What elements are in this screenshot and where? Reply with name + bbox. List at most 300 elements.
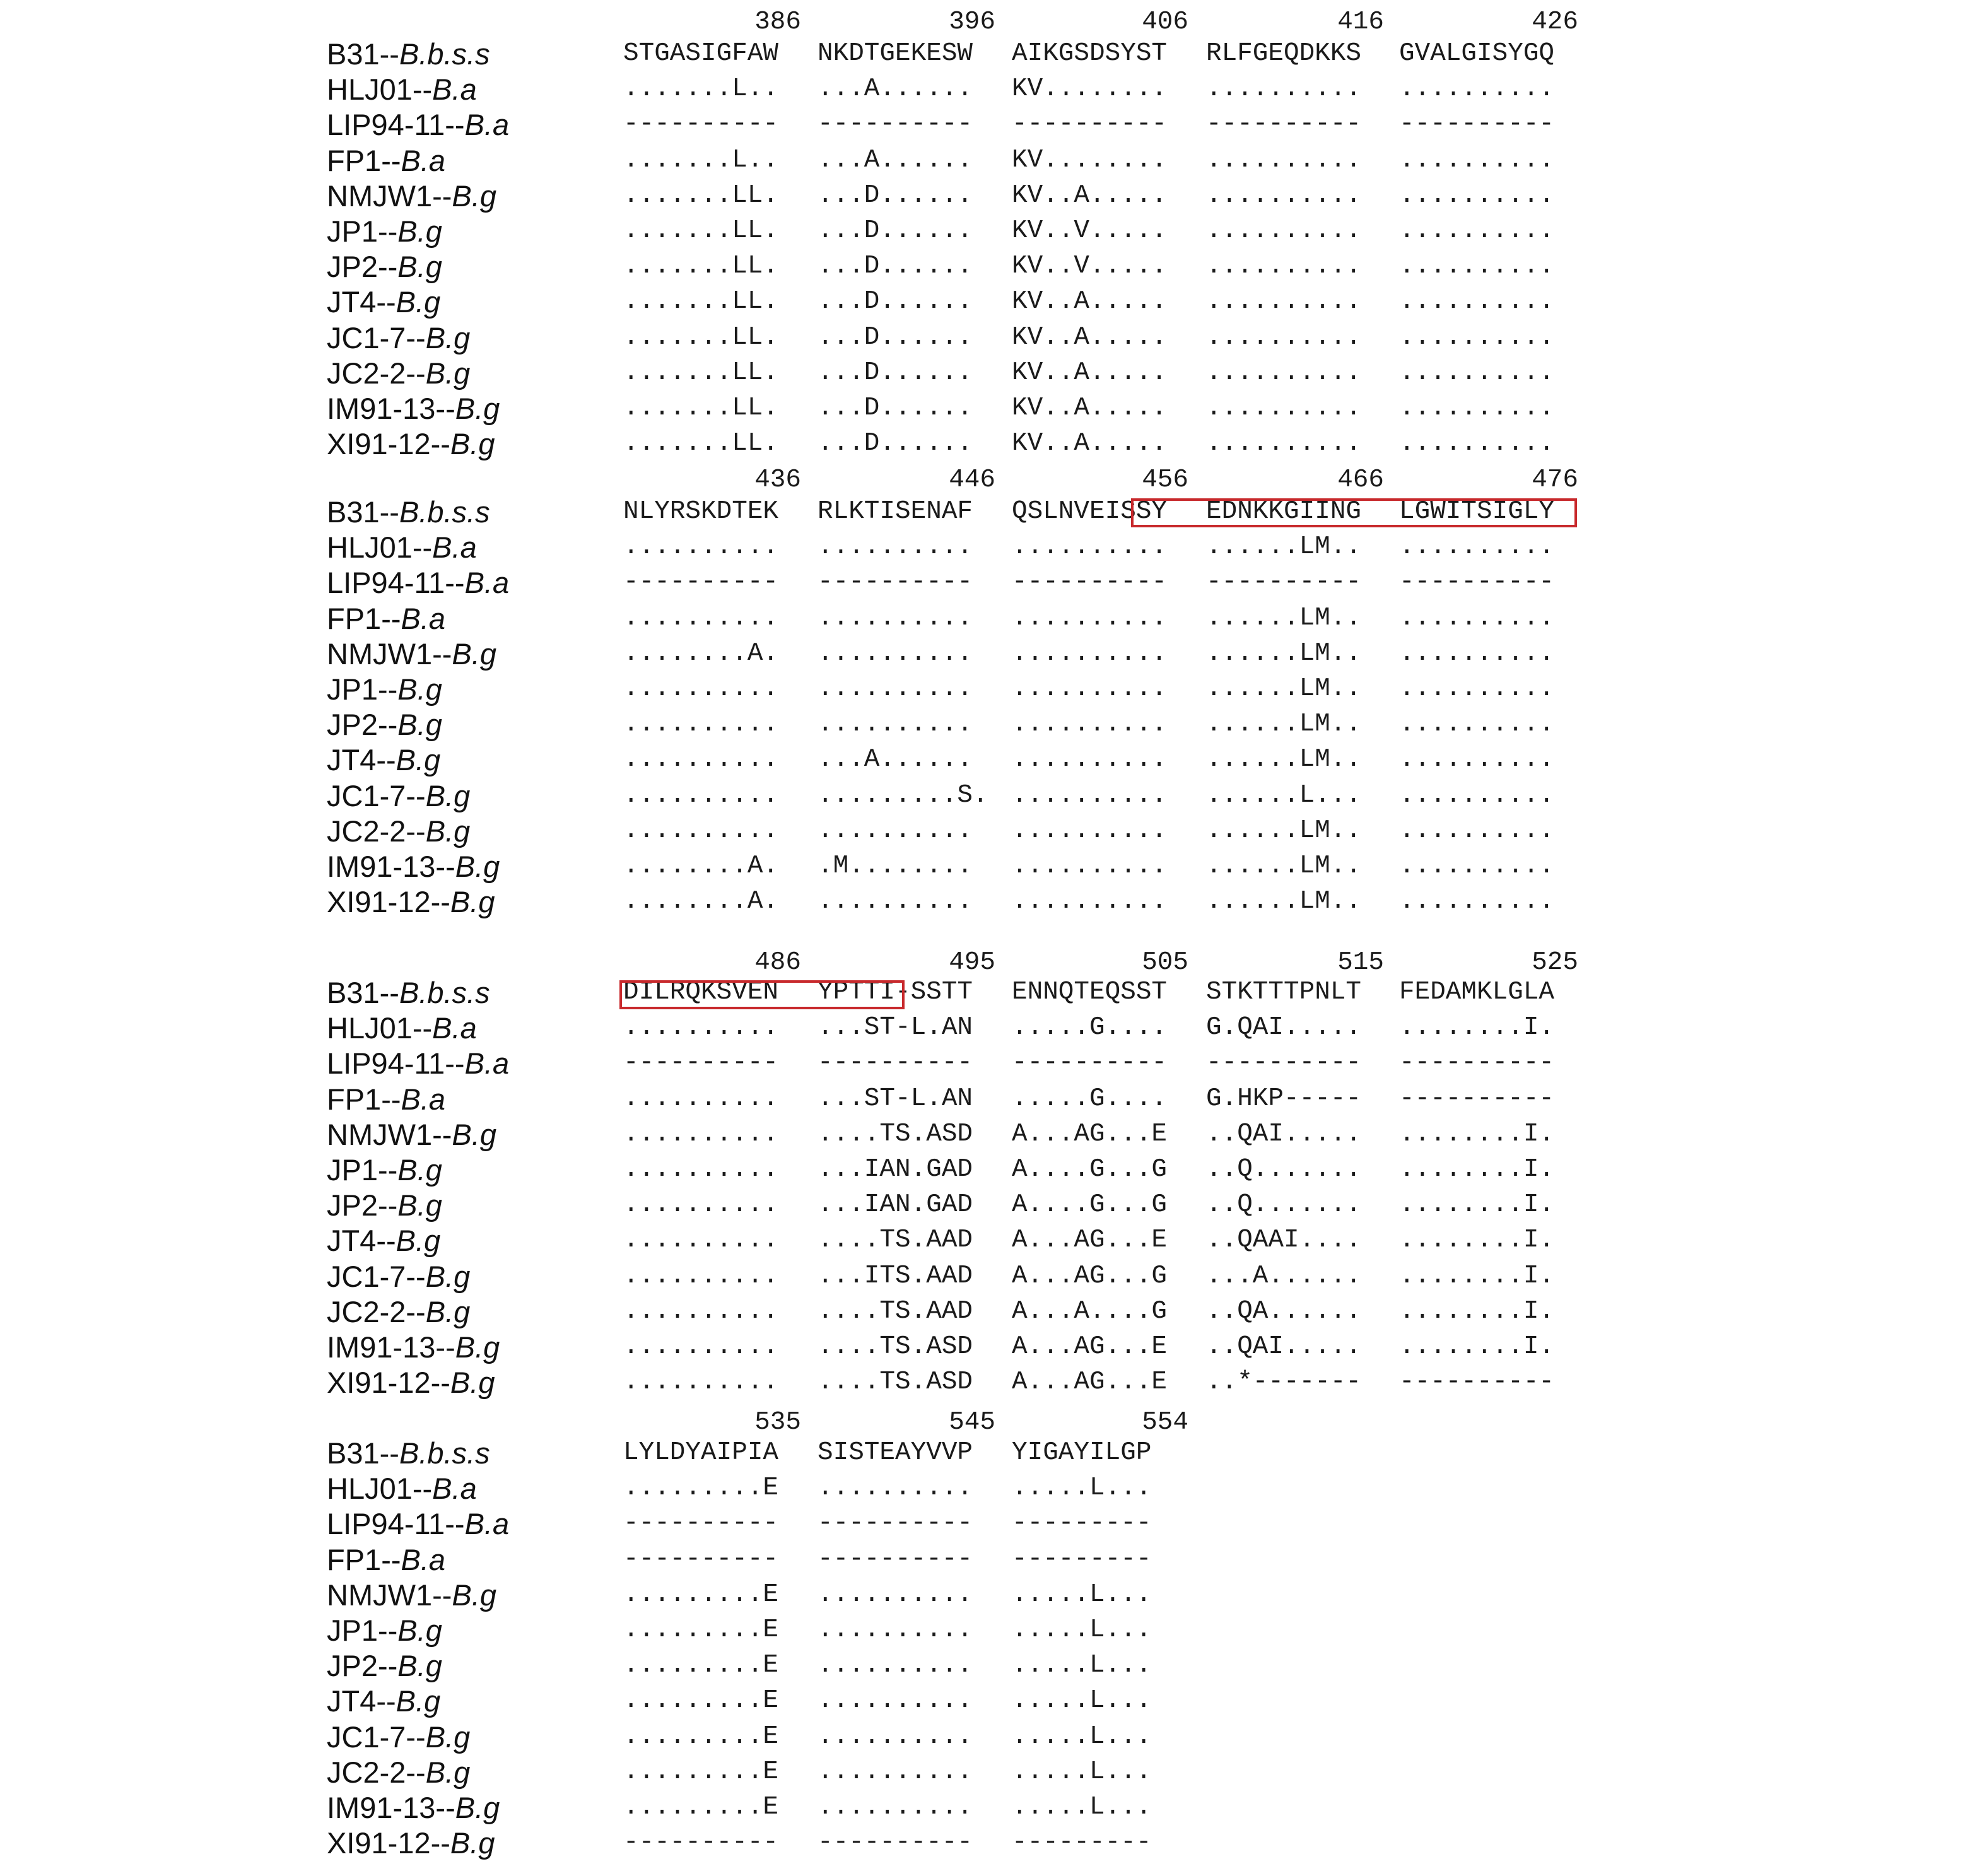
species-abbrev: B.g (397, 1153, 442, 1187)
sequence-segment: ...D...... (818, 252, 973, 281)
strain-label (327, 707, 442, 742)
strain-name: JT4-- (327, 1224, 396, 1258)
sequence-row (0, 1259, 1987, 1294)
sequence-row (0, 1436, 1987, 1471)
species-abbrev: B.g (455, 1330, 500, 1364)
strain-name: LIP94-11-- (327, 1507, 465, 1541)
sequence-segment: ---------- (1399, 568, 1555, 597)
species-abbrev: B.g (397, 1614, 442, 1647)
sequence-segment: QSLNVEISSY (1012, 497, 1168, 526)
sequence-segment: .......... (623, 1155, 779, 1184)
sequence-row (0, 1506, 1987, 1542)
sequence-segment: .......... (1206, 252, 1362, 281)
strain-name: NMJW1-- (327, 636, 452, 671)
sequence-segment: .......... (1399, 429, 1555, 459)
species-abbrev: B.g (397, 250, 442, 284)
sequence-segment: ENNQTEQSST (1012, 978, 1168, 1007)
highlight-box (1131, 498, 1577, 527)
sequence-segment: A....G...G (1012, 1155, 1168, 1184)
strain-label (327, 1684, 440, 1718)
sequence-segment: .......... (1206, 358, 1362, 387)
strain-label (327, 1188, 442, 1222)
strain-label (327, 1436, 490, 1470)
sequence-row (0, 107, 1987, 143)
sequence-segment: ...D...... (818, 394, 973, 423)
sequence-segment: .........E (623, 1793, 779, 1822)
species-abbrev: B.a (464, 566, 510, 600)
strain-label (327, 672, 442, 706)
species-abbrev: B.g (397, 1188, 442, 1222)
sequence-segment: .......... (818, 1793, 973, 1822)
sequence-segment: A...AG...E (1012, 1226, 1168, 1255)
sequence-segment: .......LL. (623, 180, 779, 210)
sequence-segment: .......L.. (623, 145, 779, 175)
sequence-segment: .......LL. (623, 394, 779, 423)
sequence-segment: ---------- (818, 568, 973, 597)
sequence-segment: .......... (1012, 780, 1168, 810)
sequence-row (0, 849, 1987, 884)
sequence-segment: .......... (1012, 603, 1168, 633)
sequence-segment: .......LL. (623, 287, 779, 317)
strain-label (327, 636, 496, 671)
sequence-segment: .......... (1012, 638, 1168, 668)
sequence-segment: .......... (1399, 358, 1555, 387)
sequence-segment: .......... (1399, 816, 1555, 845)
sequence-segment: A...AG...E (1012, 1332, 1168, 1361)
sequence-segment: .......... (623, 1190, 779, 1220)
sequence-segment: .......... (818, 674, 973, 703)
sequence-segment: ...ST-L.AN (818, 1084, 973, 1113)
sequence-segment: .......... (1206, 429, 1362, 459)
species-abbrev: B.g (455, 850, 500, 883)
sequence-segment: KV..A..... (1012, 180, 1168, 210)
sequence-segment: SISTEAYVVP (818, 1438, 973, 1467)
strain-name: JC1-7-- (327, 1259, 426, 1293)
species-abbrev: B.g (450, 1366, 495, 1400)
sequence-segment: STGASIGFAW (623, 39, 779, 68)
sequence-segment: ---------- (623, 1509, 779, 1539)
strain-label (327, 814, 470, 848)
species-abbrev: B.g (425, 1259, 471, 1293)
sequence-segment: .......... (1012, 710, 1168, 739)
sequence-segment: ...D...... (818, 322, 973, 352)
strain-name: JP2-- (327, 1188, 398, 1222)
strain-label (327, 742, 440, 777)
sequence-segment: KV..A..... (1012, 358, 1168, 387)
sequence-segment: .........E (623, 1474, 779, 1503)
sequence-segment: ...D...... (818, 180, 973, 210)
species-abbrev: B.g (425, 814, 471, 848)
sequence-row (0, 1365, 1987, 1400)
position-number: 466 (1337, 466, 1384, 495)
strain-name: JP1-- (327, 1614, 398, 1647)
sequence-segment: .......... (1399, 394, 1555, 423)
sequence-segment: .M........ (818, 852, 973, 881)
species-abbrev: B.g (455, 1791, 500, 1824)
strain-label (327, 1330, 500, 1364)
sequence-segment: .......L.. (623, 74, 779, 104)
strain-name: B31-- (327, 976, 399, 1009)
sequence-segment: .......... (623, 816, 779, 845)
sequence-segment: ...IAN.GAD (818, 1155, 973, 1184)
sequence-segment: .......... (1399, 252, 1555, 281)
sequence-segment: .......... (818, 1721, 973, 1751)
strain-name: JP1-- (327, 672, 398, 706)
sequence-row (0, 1542, 1987, 1578)
strain-label (327, 107, 509, 142)
strain-label (327, 179, 496, 213)
sequence-segment: FEDAMKLGLA (1399, 978, 1555, 1007)
sequence-row (0, 1720, 1987, 1755)
sequence-segment: A...AG...E (1012, 1119, 1168, 1149)
position-number: 476 (1532, 466, 1578, 495)
species-abbrev: B.g (425, 778, 471, 812)
species-abbrev: B.b.s.s (399, 37, 490, 71)
species-abbrev: B.a (432, 73, 477, 107)
sequence-segment: --------- (1012, 1509, 1152, 1539)
sequence-segment: .......... (818, 1686, 973, 1716)
strain-name: IM91-13-- (327, 850, 455, 883)
strain-name: JC2-2-- (327, 356, 426, 390)
strain-label (327, 426, 495, 461)
species-abbrev: B.b.s.s (399, 976, 490, 1009)
sequence-segment: .........E (623, 1757, 779, 1786)
sequence-row (0, 214, 1987, 249)
sequence-segment: .......... (818, 816, 973, 845)
species-abbrev: B.g (396, 1224, 441, 1258)
strain-label (327, 778, 470, 813)
species-abbrev: B.g (425, 1755, 471, 1789)
sequence-segment: ---------- (1206, 1048, 1362, 1078)
sequence-segment: .......... (1399, 322, 1555, 352)
sequence-segment: .......... (818, 532, 973, 562)
sequence-segment: ........I. (1399, 1261, 1555, 1291)
sequence-segment: ---------- (623, 1544, 779, 1574)
strain-label (327, 1082, 445, 1117)
strain-label (327, 1011, 477, 1045)
position-number: 505 (1142, 948, 1188, 977)
species-abbrev: B.a (432, 531, 477, 565)
sequence-segment: KV..A..... (1012, 287, 1168, 317)
strain-name: B31-- (327, 1436, 399, 1470)
sequence-segment: .....L... (1012, 1686, 1152, 1716)
sequence-segment: ......L... (1206, 780, 1362, 810)
sequence-segment: ---------- (1399, 1084, 1555, 1113)
sequence-segment: ........I. (1399, 1296, 1555, 1326)
strain-label (327, 214, 442, 249)
position-number: 525 (1532, 948, 1578, 977)
sequence-segment: ........A. (623, 638, 779, 668)
sequence-segment: GVALGISYGQ (1399, 39, 1555, 68)
sequence-segment: ...A...... (818, 145, 973, 175)
species-abbrev: B.a (401, 1082, 446, 1116)
species-abbrev: B.g (397, 672, 442, 706)
sequence-row (0, 884, 1987, 920)
sequence-segment: .......... (1012, 852, 1168, 881)
sequence-segment: .........E (623, 1580, 779, 1609)
sequence-segment: ........I. (1399, 1013, 1555, 1043)
sequence-segment: KV..A..... (1012, 429, 1168, 459)
strain-label (327, 601, 445, 636)
strain-label (327, 530, 477, 565)
sequence-segment: KV..A..... (1012, 322, 1168, 352)
sequence-segment: .......LL. (623, 322, 779, 352)
position-number: 436 (754, 466, 801, 495)
sequence-segment: .......... (1399, 74, 1555, 104)
species-abbrev: B.g (425, 356, 471, 390)
strain-name: XI91-12-- (327, 1826, 450, 1860)
sequence-row (0, 356, 1987, 391)
strain-label (327, 249, 442, 284)
sequence-segment: ......LM.. (1206, 816, 1362, 845)
strain-label (327, 1578, 496, 1612)
strain-name: JT4-- (327, 1684, 396, 1718)
species-abbrev: B.g (396, 1684, 441, 1718)
sequence-segment: ---------- (1012, 1048, 1168, 1078)
strain-name: HLJ01-- (327, 73, 433, 107)
sequence-segment: .......... (623, 745, 779, 775)
sequence-segment: .......... (1206, 287, 1362, 317)
strain-label (327, 884, 495, 919)
position-number: 456 (1142, 466, 1188, 495)
strain-label (327, 1720, 470, 1754)
sequence-segment: .......LL. (623, 429, 779, 459)
sequence-segment: ---------- (818, 1509, 973, 1539)
position-number: 426 (1532, 8, 1578, 37)
sequence-segment: .....L... (1012, 1651, 1152, 1680)
sequence-segment: .......... (818, 1474, 973, 1503)
sequence-row (0, 320, 1987, 356)
position-number-row (0, 1408, 1987, 1439)
sequence-row (0, 814, 1987, 849)
sequence-segment: ....TS.AAD (818, 1296, 973, 1326)
sequence-segment: ---------- (1012, 568, 1168, 597)
sequence-segment: ---------- (623, 568, 779, 597)
strain-name: JC2-2-- (327, 1294, 426, 1328)
strain-label (327, 1542, 445, 1577)
species-abbrev: B.g (425, 1294, 471, 1328)
position-number: 495 (949, 948, 995, 977)
sequence-segment: ---------- (818, 110, 973, 139)
sequence-segment: ---------- (1399, 1368, 1555, 1397)
sequence-row (0, 391, 1987, 426)
species-abbrev: B.g (450, 1826, 495, 1860)
strain-name: JP2-- (327, 708, 398, 742)
sequence-segment: .......... (623, 1119, 779, 1149)
sequence-segment: --------- (1012, 1544, 1152, 1574)
sequence-segment: .......... (1399, 145, 1555, 175)
sequence-row (0, 1294, 1987, 1330)
sequence-segment: .......... (623, 1296, 779, 1326)
sequence-row (0, 1152, 1987, 1188)
sequence-row (0, 707, 1987, 742)
sequence-row (0, 284, 1987, 320)
sequence-segment: .......... (818, 1615, 973, 1644)
strain-name: JP2-- (327, 250, 398, 284)
sequence-segment: .......... (1206, 216, 1362, 245)
sequence-segment: ........A. (623, 887, 779, 917)
strain-label (327, 1506, 509, 1541)
sequence-row (0, 1082, 1987, 1117)
sequence-segment: .......... (1012, 745, 1168, 775)
sequence-segment: G.QAI..... (1206, 1013, 1362, 1043)
sequence-segment: DILRQKSVEN (623, 978, 779, 1007)
sequence-segment: .......LL. (623, 216, 779, 245)
sequence-segment: .......... (818, 710, 973, 739)
species-abbrev: B.g (455, 392, 500, 425)
sequence-segment: .......... (1399, 603, 1555, 633)
sequence-segment: ..QAAI.... (1206, 1226, 1362, 1255)
strain-name: LIP94-11-- (327, 108, 465, 142)
strain-label (327, 391, 500, 426)
sequence-segment: ......LM.. (1206, 887, 1362, 917)
sequence-segment: .......LL. (623, 252, 779, 281)
strain-name: XI91-12-- (327, 427, 450, 461)
sequence-segment: ....TS.ASD (818, 1368, 973, 1397)
sequence-segment: LYLDYAIPIA (623, 1438, 779, 1467)
position-number: 416 (1337, 8, 1384, 37)
sequence-segment: NLYRSKDTEK (623, 497, 779, 526)
sequence-segment: .......... (623, 1368, 779, 1397)
sequence-row (0, 1684, 1987, 1719)
species-abbrev: B.a (401, 1542, 446, 1576)
strain-label (327, 1223, 440, 1258)
sequence-segment: G.HKP----- (1206, 1084, 1362, 1113)
strain-name: FP1-- (327, 143, 401, 177)
sequence-segment: ---------- (1012, 110, 1168, 139)
position-number: 386 (754, 8, 801, 37)
sequence-segment: NKDTGEKESW (818, 39, 973, 68)
sequence-segment: A...AG...E (1012, 1368, 1168, 1397)
sequence-segment: EDNKKGIING (1206, 497, 1362, 526)
sequence-segment: .......... (623, 674, 779, 703)
sequence-segment: .......... (623, 710, 779, 739)
strain-label (327, 284, 440, 319)
sequence-segment: ....TS.ASD (818, 1332, 973, 1361)
sequence-segment: ..Q....... (1206, 1155, 1362, 1184)
sequence-segment: ......LM.. (1206, 710, 1362, 739)
sequence-segment: KV........ (1012, 74, 1168, 104)
sequence-segment: ..QAI..... (1206, 1119, 1362, 1149)
strain-name: IM91-13-- (327, 392, 455, 425)
position-number: 396 (949, 8, 995, 37)
species-abbrev: B.g (452, 1117, 496, 1151)
sequence-segment: LGWITSIGLY (1399, 497, 1555, 526)
strain-name: IM91-13-- (327, 1330, 455, 1364)
sequence-segment: .......... (818, 887, 973, 917)
species-abbrev: B.g (452, 636, 496, 671)
sequence-segment: ...A...... (818, 745, 973, 775)
sequence-segment: .......... (1012, 816, 1168, 845)
strain-label (327, 1826, 495, 1860)
strain-name: JT4-- (327, 743, 396, 777)
sequence-row (0, 565, 1987, 601)
sequence-segment: .........E (623, 1721, 779, 1751)
sequence-segment: .......... (623, 1261, 779, 1291)
sequence-row (0, 1011, 1987, 1046)
species-abbrev: B.g (452, 1578, 496, 1612)
sequence-segment: .......... (1012, 532, 1168, 562)
sequence-segment: .......... (1206, 394, 1362, 423)
sequence-segment: ........A. (623, 852, 779, 881)
sequence-segment: ---------- (818, 1048, 973, 1078)
position-number: 446 (949, 466, 995, 495)
species-abbrev: B.g (397, 214, 442, 248)
strain-name: JC1-7-- (327, 1720, 426, 1754)
strain-label (327, 1152, 442, 1187)
sequence-segment: .......... (818, 1651, 973, 1680)
sequence-segment: ---------- (1399, 110, 1555, 139)
sequence-segment: .....L... (1012, 1793, 1152, 1822)
strain-name: JP2-- (327, 1649, 398, 1683)
strain-label (327, 37, 490, 71)
sequence-segment: ......LM.. (1206, 603, 1362, 633)
sequence-row (0, 1046, 1987, 1081)
strain-name: LIP94-11-- (327, 566, 465, 600)
sequence-segment: .........S. (818, 780, 988, 810)
sequence-segment: .......... (1399, 674, 1555, 703)
strain-name: NMJW1-- (327, 179, 452, 213)
strain-name: JC1-7-- (327, 320, 426, 355)
species-abbrev: B.b.s.s (399, 495, 490, 529)
sequence-segment: .......... (1206, 322, 1362, 352)
strain-name: B31-- (327, 37, 399, 71)
sequence-segment: KV..V..... (1012, 216, 1168, 245)
sequence-segment: .......... (1206, 145, 1362, 175)
position-number: 554 (1142, 1408, 1188, 1437)
species-abbrev: B.g (397, 1649, 442, 1683)
species-abbrev: B.g (396, 743, 441, 777)
sequence-segment: .......... (818, 1580, 973, 1609)
sequence-segment: .........E (623, 1651, 779, 1680)
sequence-segment: .......... (1399, 887, 1555, 917)
sequence-row (0, 143, 1987, 179)
sequence-segment: .......... (1399, 852, 1555, 881)
strain-label (327, 1294, 470, 1329)
sequence-segment: .......... (623, 603, 779, 633)
sequence-segment: KV........ (1012, 145, 1168, 175)
sequence-segment: ...A...... (818, 74, 973, 104)
strain-label (327, 565, 509, 600)
strain-name: HLJ01-- (327, 1011, 433, 1045)
strain-name: JP1-- (327, 1153, 398, 1187)
sequence-row (0, 1578, 1987, 1613)
strain-label (327, 320, 470, 355)
strain-name: JT4-- (327, 285, 396, 319)
sequence-segment: .......... (818, 603, 973, 633)
sequence-segment: .....L... (1012, 1474, 1152, 1503)
sequence-segment: .........E (623, 1615, 779, 1644)
strain-label (327, 975, 490, 1010)
position-number: 535 (754, 1408, 801, 1437)
sequence-row (0, 426, 1987, 462)
sequence-segment: KV..A..... (1012, 394, 1168, 423)
sequence-segment: ---------- (623, 1828, 779, 1858)
sequence-segment: ......LM.. (1206, 852, 1362, 881)
sequence-row (0, 530, 1987, 565)
sequence-segment: A...AG...G (1012, 1261, 1168, 1291)
sequence-segment: ........I. (1399, 1119, 1555, 1149)
sequence-segment: ...ITS.AAD (818, 1261, 973, 1291)
sequence-segment: .......... (1399, 287, 1555, 317)
sequence-segment: ...D...... (818, 429, 973, 459)
sequence-segment: .......... (623, 1013, 779, 1043)
species-abbrev: B.a (432, 1472, 477, 1506)
strain-label (327, 72, 477, 107)
sequence-row (0, 37, 1987, 72)
strain-label (327, 849, 500, 884)
species-abbrev: B.a (464, 1507, 510, 1541)
